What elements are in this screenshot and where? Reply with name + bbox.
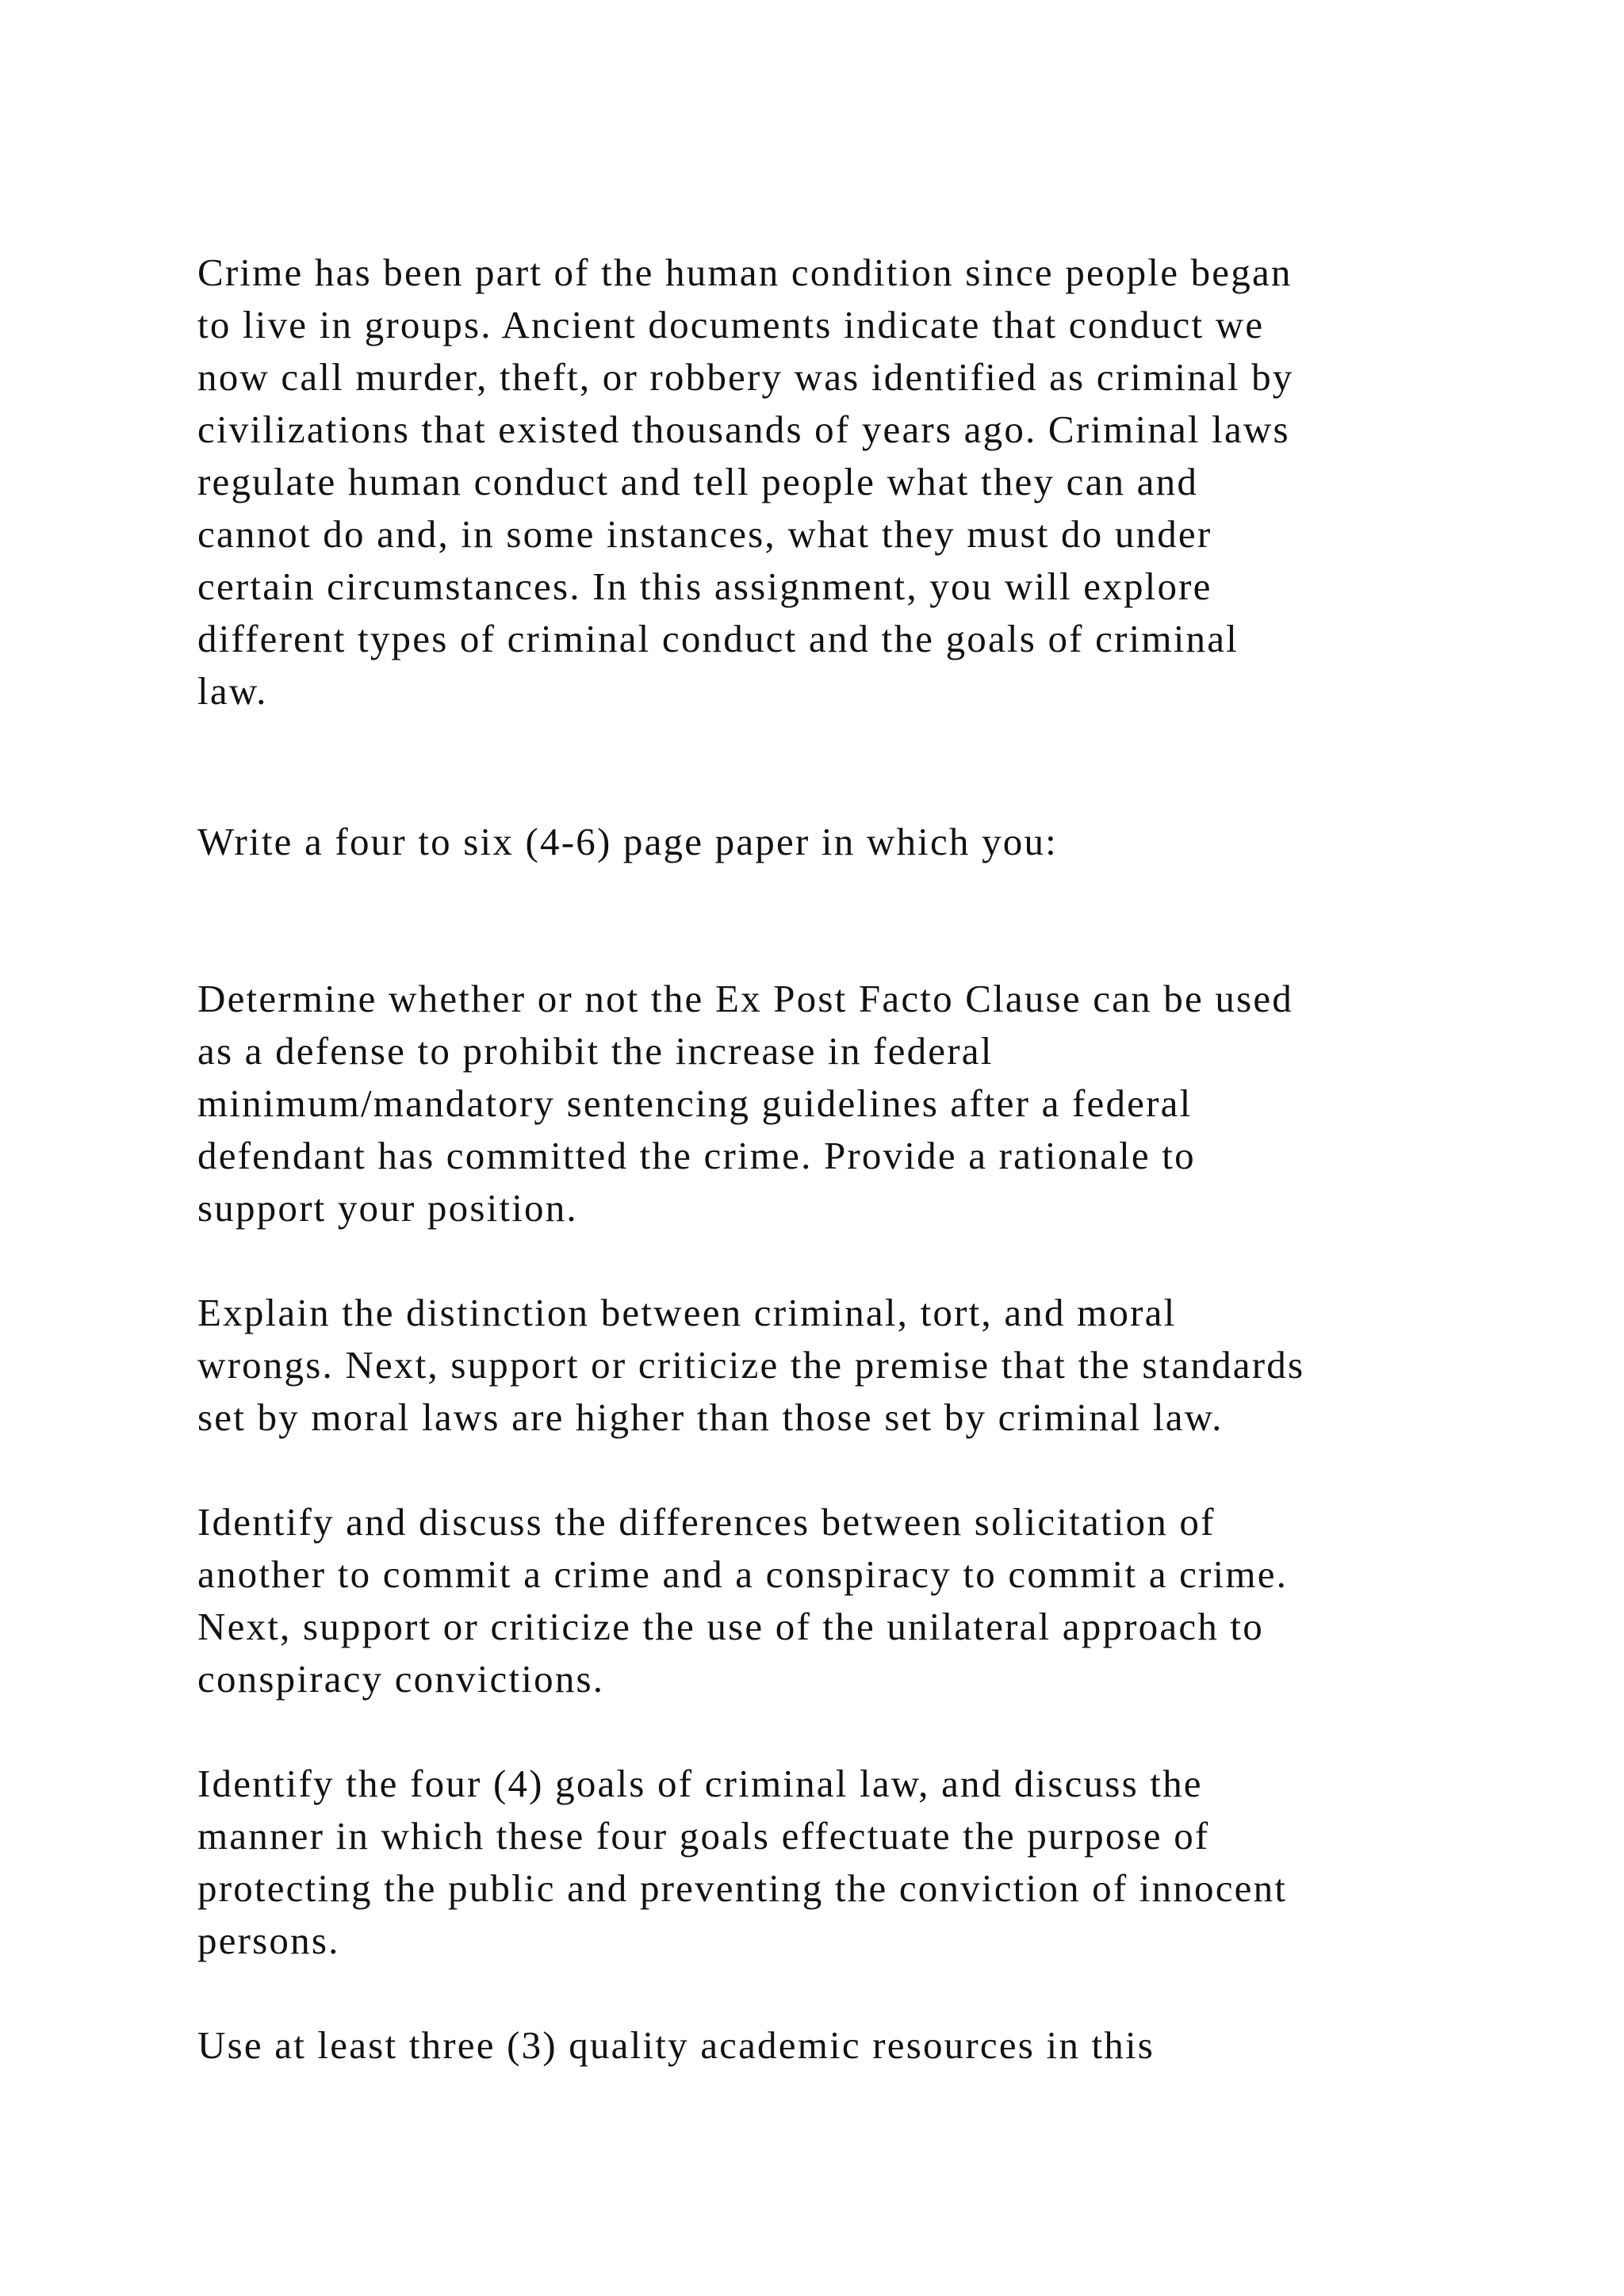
document-body <box>197 247 1530 2072</box>
text-line: manner in which these four goals effectuate the purpose of <box>197 1814 1210 1858</box>
requirement-ex-post-facto <box>197 973 1530 1234</box>
requirement-resources <box>197 2019 1530 2072</box>
text-line: Use at least three (3) quality academic resources in this <box>197 2023 1155 2067</box>
requirement-wrongs <box>197 1287 1530 1444</box>
intro-paragraph <box>197 247 1530 718</box>
text-line: defendant has committed the crime. Provide a rationale to <box>197 1134 1196 1177</box>
text-line: cannot do and, in some instances, what they must do under <box>197 512 1212 556</box>
paragraph-spacer <box>197 1234 1530 1287</box>
instruction-paragraph <box>197 816 1530 868</box>
text-line: law. <box>197 669 268 713</box>
paragraph-spacer <box>197 1444 1530 1496</box>
text-line: persons. <box>197 1919 340 1962</box>
paragraph-spacer <box>197 868 1530 973</box>
text-line: to live in groups. Ancient documents indicate that conduct we <box>197 303 1265 346</box>
paragraph-spacer <box>197 1705 1530 1758</box>
text-line: conspiracy convictions. <box>197 1657 605 1701</box>
text-line: support your position. <box>197 1186 578 1230</box>
text-line: Crime has been part of the human condition since people began <box>197 251 1293 294</box>
text-line: protecting the public and preventing the conviction of innocent <box>197 1866 1288 1910</box>
text-line: civilizations that existed thousands of years ago. Criminal laws <box>197 408 1290 451</box>
text-line: another to commit a crime and a conspiracy to commit a crime. <box>197 1552 1289 1596</box>
text-line: Identify and discuss the differences between solicitation of <box>197 1500 1216 1544</box>
text-line: Explain the distinction between criminal, tort, and moral <box>197 1291 1177 1334</box>
text-line: minimum/mandatory sentencing guidelines after a federal <box>197 1081 1193 1125</box>
text-line: as a defense to prohibit the increase in federal <box>197 1029 994 1073</box>
requirement-solicitation <box>197 1496 1530 1705</box>
text-line: Next, support or criticize the use of the unilateral approach to <box>197 1605 1264 1648</box>
text-line: Identify the four (4) goals of criminal law, and discuss the <box>197 1762 1203 1805</box>
text-line: Write a four to six (4-6) page paper in which you: <box>197 820 1058 863</box>
text-line: certain circumstances. In this assignment, you will explore <box>197 564 1212 608</box>
paragraph-spacer <box>197 1967 1530 2019</box>
text-line: set by moral laws are higher than those set by criminal law. <box>197 1395 1224 1439</box>
requirement-goals <box>197 1758 1530 1967</box>
text-line: regulate human conduct and tell people what they can and <box>197 460 1199 503</box>
text-line: different types of criminal conduct and the goals of criminal <box>197 617 1239 660</box>
text-line: now call murder, theft, or robbery was identified as criminal by <box>197 355 1294 399</box>
text-line: Determine whether or not the Ex Post Facto Clause can be used <box>197 977 1294 1020</box>
paragraph-spacer <box>197 718 1530 816</box>
text-line: wrongs. Next, support or criticize the premise that the standards <box>197 1343 1305 1387</box>
